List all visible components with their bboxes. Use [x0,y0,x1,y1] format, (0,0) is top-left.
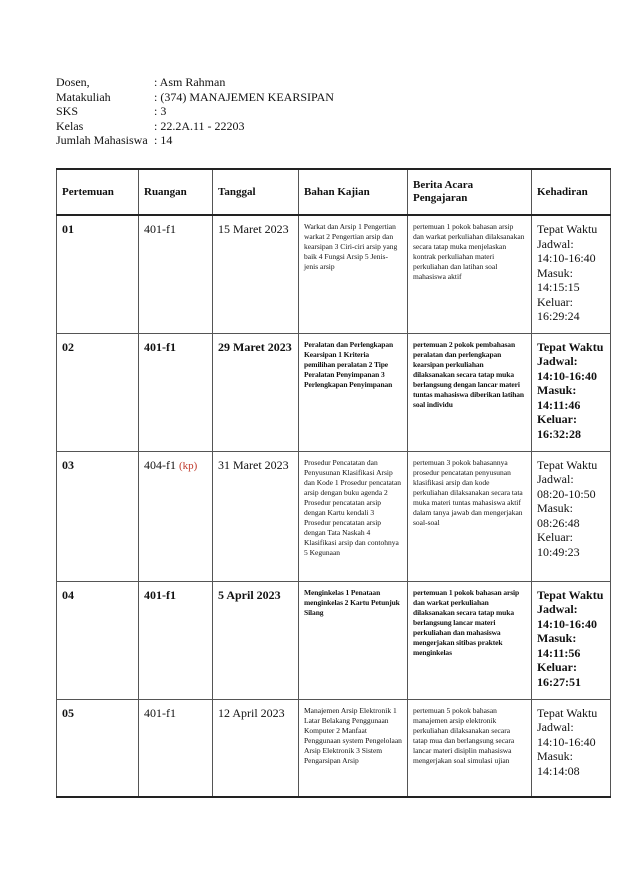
info-row-sks [56,104,334,119]
header-berita-line2: Pengajaran [413,192,468,204]
table-row [57,451,611,581]
info-row-jumlah [56,133,334,148]
schedule-time: 08:20-10:50 [537,486,596,501]
cell-ruangan [139,215,213,333]
cell-tanggal: 29 Maret 2023 [213,333,299,451]
check-out-label: Keluar: [537,660,577,674]
check-in-time: 14:11:46 [537,397,581,412]
info-row-dosen [56,75,334,90]
table-row [57,215,611,333]
table-header-row [57,169,611,215]
check-out-label: Keluar: [537,412,577,426]
cell-berita-acara: pertemuan 2 pokok pembahasan peralatan dan perlengkapan kearsipan perkuliahan dilaksanakan secara tatap muka berlangsung dengan lancar materi tuntas mahasiswa diberikan latihan soal individu [408,333,532,451]
cell-bahan-kajian: Manajemen Arsip Elektronik 1 Latar Belakang Penggunaan Komputer 2 Manfaat Penggunaan system Pengelolaan Arsip Elektronik 3 Sistem Pengarsipan Arsip [299,699,408,797]
schedule-time: 14:10-16:40 [537,734,596,749]
cell-tanggal: 15 Maret 2023 [213,215,299,333]
schedule-label: Jadwal: [537,236,574,251]
cell-tanggal: 5 April 2023 [213,581,299,699]
check-in-time: 14:15:15 [537,280,580,294]
header-berita-line1: Berita Acara [413,179,474,191]
cell-bahan-kajian: Warkat dan Arsip 1 Pengertian warkat 2 Pengertian arsip dan kearsipan 3 Ciri-ciri arsip yang baik 4 Fungsi Arsip 5 Jenis-jenis arsip [299,215,408,333]
cell-kehadiran [532,581,611,699]
header-ruangan: Ruangan [139,169,213,215]
header-bahan-kajian: Bahan Kajian [299,169,408,215]
cell-berita-acara: pertemuan 5 pokok bahasan manajemen arsip elektronik perkuliahan dilaksanakan secara tatap mua dan berlangsung secara lancar materi disiplin mahasiswa mengerjakan soal simulasi ujian [408,699,532,797]
room-code: 401-f1 [144,339,176,354]
cell-ruangan [139,333,213,451]
cell-berita-acara: pertemuan 3 pokok bahasannya prosedur pencatatan penyusunan klasifikasi arsip dan kode perkuliahan dilaksanakan secara tata muka materi tuntas mahasiswa aktif dalam tanya jawab dan mengerjakan soal-soal [408,451,532,581]
info-label: Jumlah Mahasiswa [56,133,148,147]
check-in-label: Masuk: [537,749,573,763]
attendance-status: Tepat Waktu [537,457,598,472]
schedule-table [56,168,611,798]
schedule-label: Jadwal: [537,602,578,616]
info-label: Kelas [56,118,84,133]
cell-berita-acara: pertemuan 1 pokok bahasan arsip dan warkat perkuliahan dilaksanakan secara tatap muka berlangsung lancar materi perkuliahan dan mahasiswa mengerjakan sitibas praktek menginkelas [408,581,532,699]
room-code: 401-f1 [144,587,176,602]
schedule-label: Jadwal: [537,720,574,734]
table-row [57,333,611,451]
schedule-label: Jadwal: [537,354,578,368]
check-out-time: 16:27:51 [537,674,581,689]
cell-bahan-kajian: Peralatan dan Perlengkapan Kearsipan 1 Kriteria pemilihan peralatan 2 Tipe Peralatan Penyimpanan 3 Perlengkapan Penyimpanan [299,333,408,451]
attendance-status: Tepat Waktu [537,222,598,236]
check-in-time: 14:14:08 [537,763,580,778]
room-code: 401-f1 [144,222,176,236]
header-kehadiran: Kehadiran [532,169,611,215]
info-row-matakuliah [56,90,334,105]
cell-tanggal: 12 April 2023 [213,699,299,797]
check-in-label: Masuk: [537,501,573,515]
info-value: : 3 [154,104,167,118]
info-value: : 14 [154,133,173,147]
cell-pertemuan: 01 [57,215,139,333]
cell-kehadiran [532,699,611,797]
cell-kehadiran [532,451,611,581]
info-label: SKS [56,104,79,118]
check-out-time: 16:32:28 [537,426,581,441]
check-out-label: Keluar: [537,294,573,309]
cell-pertemuan: 04 [57,581,139,699]
check-out-label: Keluar: [537,530,573,544]
cell-tanggal: 31 Maret 2023 [213,451,299,581]
cell-ruangan [139,451,213,581]
attendance-status: Tepat Waktu [537,339,604,354]
cell-pertemuan: 05 [57,699,139,797]
info-label: Matakuliah [56,89,111,104]
table-row [57,699,611,797]
cell-kehadiran [532,333,611,451]
table-row [57,581,611,699]
kp-badge: (kp) [179,459,198,472]
cell-bahan-kajian: Prosedur Pencatatan dan Penyusunan Klasifikasi Arsip dan Kode 1 Prosedur pencatatan arsip dengan buku agenda 2 Prosedur pencatatan arsip dengan Kartu kendali 3 Prosedur pencatatan arsip dengan Tata Naskah 4 Klasifikasi arsip dan contohnya 5 Kegunaan [299,451,408,581]
cell-kehadiran [532,215,611,333]
header-pertemuan: Pertemuan [57,169,139,215]
check-out-time: 10:49:23 [537,544,580,559]
attendance-status: Tepat Waktu [537,705,598,720]
check-in-label: Masuk: [537,383,577,397]
cell-ruangan [139,699,213,797]
info-label: Dosen, [56,75,90,89]
schedule-time: 14:10-16:40 [537,368,597,383]
check-in-label: Masuk: [537,631,577,645]
info-value: : Asm Rahman [154,75,226,89]
cell-pertemuan: 03 [57,451,139,581]
course-info [56,75,334,148]
info-value: : 22.2A.11 - 22203 [154,118,245,133]
header-tanggal: Tanggal [213,169,299,215]
room-code: 404-f1 [144,457,176,472]
schedule-label: Jadwal: [537,472,574,486]
room-code: 401-f1 [144,705,176,720]
check-in-label: Masuk: [537,265,573,280]
schedule-time: 14:10-16:40 [537,616,597,631]
cell-pertemuan: 02 [57,333,139,451]
cell-ruangan [139,581,213,699]
check-in-time: 08:26:48 [537,515,580,530]
info-row-kelas [56,119,334,134]
cell-bahan-kajian: Menginkelas 1 Penataan menginkelas 2 Kartu Petunjuk Silang [299,581,408,699]
info-value: : (374) MANAJEMEN KEARSIPAN [154,89,334,104]
check-in-time: 14:11:56 [537,645,581,660]
check-out-time: 16:29:24 [537,309,580,323]
header-berita-acara [408,169,532,215]
schedule-time: 14:10-16:40 [537,251,596,265]
cell-berita-acara: pertemuan 1 pokok bahasan arsip dan warkat perkuliahan dilaksanakan secara tatap muka menjelaskan kontrak perkuliahan materi perkuliahan dan latihan soal mahasiswa aktif [408,215,532,333]
attendance-status: Tepat Waktu [537,587,604,602]
